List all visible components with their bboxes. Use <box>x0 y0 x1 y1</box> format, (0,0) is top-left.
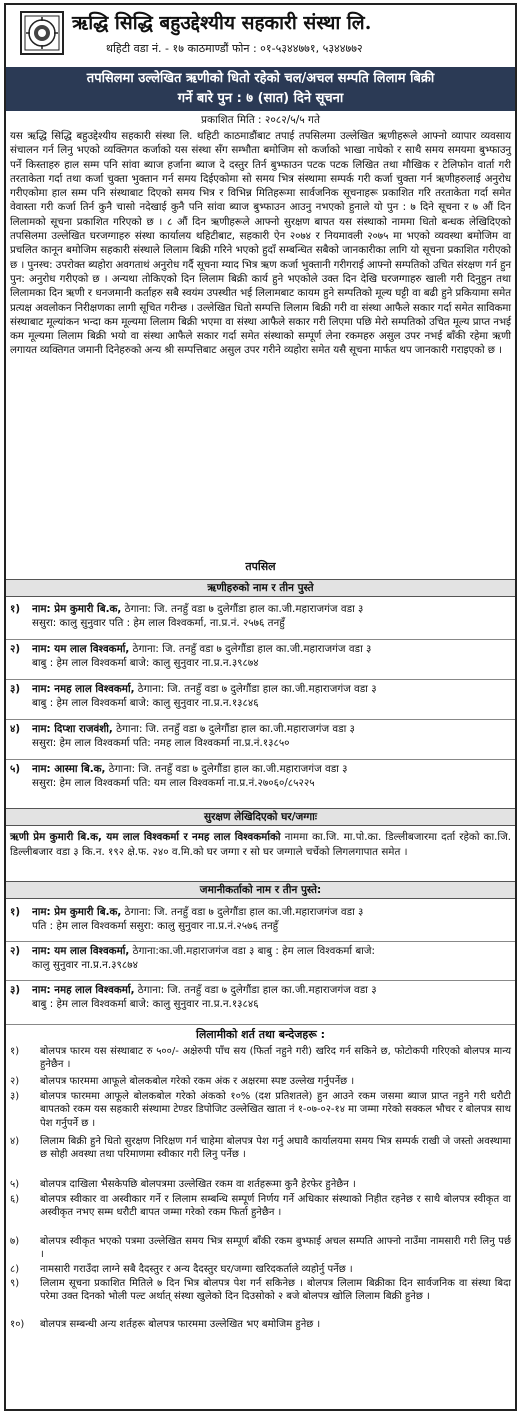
term-number: १०) <box>10 1319 25 1330</box>
guarantor-name: नाम: यम लाल विश्वकर्मा, <box>32 945 130 957</box>
collateral-heading: सुरक्षण लेखिदिएको घर/जग्गाः <box>6 808 515 826</box>
guarantor-address: ठेगाना: जि. तनहुँ वडा ७ दुलेगौंडा हाल का.जी.महाराजगंज वडा ३ <box>134 984 377 996</box>
term-number: ३) <box>10 1091 20 1102</box>
borrower-line-1 <box>32 762 511 776</box>
guarantor-row-divider <box>6 980 515 981</box>
term-text: लिलाम बिक्री हुने धितो सुरक्षण निरिक्षण गर्न चाहेमा बोलपत्र पेश गर्नु अघावै कार्यालयमा समय भित्र सम्पर्क राखी जे जस्तो अवस्थामा छ सोही अवस्था तथा परिमाणमा स्वीकार गरी लिनु पर्नेछ । <box>40 1136 511 1161</box>
term-number: ६) <box>10 1194 20 1205</box>
borrower-name: नाम: दिप्शा राजवंशी, <box>32 723 113 735</box>
borrower-address: ठेगाना: जि. तनहुँ वडा ७ दुलेगौंडा हाल का.जी.महाराजगंज वडा ३ <box>105 763 348 775</box>
borrower-name: नाम: यम लाल विश्वकर्मा, <box>32 643 130 655</box>
borrower-line-1 <box>32 682 511 696</box>
borrower-line-1 <box>32 722 511 736</box>
collateral-description: नाममा का.जि. मा.पो.का. डिल्लीबजारमा दर्ता रहेको का.जि. डिल्लीबजार वडा ३ कि.न. १९२ क्षे.फ. २४० व.मि.को घर जग्गा र सो घर जग्गाले चर्चेको लिगलगापात समेत । <box>10 831 511 858</box>
borrower-line-2: ससुरा: हेम लाल विश्वकर्मा पति: नमह लाल विश्वकर्मा ना.प्र.नं.१३८५० <box>32 737 290 749</box>
term-text: बोलपत्र स्वीकार वा अस्वीकार गर्ने र लिलाम सम्बन्धि सम्पूर्ण निर्णय गर्ने अधिकार संस्थाको निहीत रहनेछ र साथै बोलपत्र स्वीकृत वा अस्वीकृत नभए सम्म धरौटी बापत जम्मा गरेको रकम फिर्ता हुनेछैन । <box>40 1194 511 1219</box>
borrower-number: १) <box>10 603 21 615</box>
guarantor-row-divider <box>6 941 515 942</box>
borrower-line-2: ससुरा: कालु सुनुवार पति : हेम लाल विश्वकर्मा, ना.प्र.नं. २५७६ तनहुँ <box>32 617 285 629</box>
term-text: बोलपत्र फारममा आफूले बोलकबोल गरेको रकम अंक र अक्षरमा स्पष्ट उल्लेख गर्नुपर्नेछ । <box>40 1076 355 1087</box>
notice-title-line-1: तपसिलमा उल्लेखित ऋणीको धितो रहेको चल/अचल सम्पति लिलाम बिक्री <box>86 71 435 86</box>
organization-name: ऋद्धि सिद्धि बहुउद्देश्यीय सहकारी संस्था लि. <box>72 12 372 34</box>
term-text: नामसारी गराउँदा लाग्ने सबै दैदस्तुर र अन्य दैदस्तुर घर/जग्गा खरिदकर्ताले व्यहोर्नु पर्नेछ । <box>40 1264 353 1275</box>
guarantor-line-2: बाबु : हेम लाल विश्वकर्मा बाजे: कालु सुनुवार ना.प्र.न.१३८४६ <box>32 998 259 1010</box>
borrower-address: ठेगाना: जि. तनहुँ वडा ७ दुलेगौंडा हाल का.जी.महाराजगंज वडा ३ <box>112 723 355 735</box>
term-number: ४) <box>10 1136 20 1147</box>
terms-heading: लिलामीको शर्त तथा बन्देजहरू : <box>195 1028 326 1041</box>
term-number: १) <box>10 1046 20 1057</box>
borrower-number: ५) <box>10 763 21 775</box>
borrower-name: नाम: आस्मा बि.क, <box>32 763 106 775</box>
borrower-line-2: ससुरा: हेम लाल विश्वकर्मा पति: यम लाल विश्वकर्मा ना.प्र.नं.२७०६०/८५२२५ <box>32 777 315 789</box>
borrower-name: नाम: प्रेम कुमारी बि.क, <box>32 603 122 615</box>
borrower-name: नाम: नमह लाल विश्वकर्मा, <box>32 683 135 695</box>
borrower-address: ठेगाना: जि. तनहुँ वडा ७ दुलेगौंडा हाल का.जी.महाराजगंज वडा ३ <box>121 603 364 615</box>
borrower-row-divider <box>6 759 515 760</box>
collateral-text <box>10 830 511 859</box>
term-text: बोलपत्र दाखिला भैसकेपछि बोलपत्रमा उल्लेखित रकम वा शर्तहरूमा कुनै हेरफेर हुनेछैन । <box>40 1179 356 1190</box>
guarantor-line-1 <box>32 983 511 997</box>
borrower-address: ठेगाना: जि. तनहुँ वडा ७ दुलेगौंडा हाल का.जी.महाराजगंज वडा ३ <box>129 643 372 655</box>
schedule-heading: तपसिल <box>245 560 276 573</box>
notice-title-banner <box>6 67 515 111</box>
guarantor-line-1 <box>32 905 511 919</box>
borrower-number: ३) <box>10 683 21 695</box>
guarantor-number: ३) <box>10 984 21 996</box>
guarantor-name: नाम: नमह लाल विश्वकर्मा, <box>32 984 135 996</box>
borrower-row-divider <box>6 719 515 720</box>
borrower-line-1 <box>32 602 511 616</box>
guarantor-address: ठेगाना: जि. तनहुँ वडा ७ दुलेगौंडा हाल का.जी.महाराजगंज वडा ३ <box>121 906 364 918</box>
borrower-line-2: बाबु : हेम लाल विश्वकर्मा बाजे: कालु सुनुवार ना.प्र.न.१३८४६ <box>32 697 259 709</box>
term-text: बोलपत्र फारममा आफूले बोलकबोल गरेको अंकको १०% (दश प्रतिशतले) हुन आउने रकम जसमा ब्याज प्राप्त नहुने गरी धरौटी बापतको रकम यस सहकारी संस्थामा टेण्डर डिपोजिट उल्लेखित खाता नं १-०७-०२-१४ मा जम्मा गरेको सक्कल भौचर र बोलपत्र साथ पेश गर्नुपर्ने छ । <box>40 1091 511 1129</box>
term-text: लिलाम सूचना प्रकाशित मितिले ७ दिन भित्र बोलपत्र पेश गर्न सकिनेछ । बोलपत्र लिलाम बिक्रीका दिन सार्वजनिक वा संस्था बिदा परेमा उक्त दिनको भोली पल्ट अर्थात् संस्था खुलेको दिन दिउसोको २ बजे बोलपत्र खोलि लिलाम बिक्री हुनेछ । <box>40 1278 511 1303</box>
notice-title-line-2: गर्ने बारे पुन : ७ (सात) दिने सूचना <box>177 91 344 106</box>
guarantor-line-2: कालु सुनुवार ना.प्र.न.३९८७४ <box>32 959 138 971</box>
borrower-address: ठेगाना: जि. तनहुँ वडा ७ दुलेगौंडा हाल का.जी.महाराजगंज वडा ३ <box>134 683 377 695</box>
borrower-row-divider <box>6 679 515 680</box>
borrowers-heading: ऋणीहरुको नाम र तीन पुस्ते <box>6 579 515 597</box>
term-number: ८) <box>10 1264 20 1275</box>
term-number: ५) <box>10 1179 20 1190</box>
guarantor-line-2: पति : हेम लाल विश्वकर्मा ससुरा: कालु सुनुवार ना.प्र.नं.२५७६ तनहुँ <box>32 920 279 932</box>
collateral-owner-names: ऋणी प्रेम कुमारी बि.क, यम लाल विश्वकर्मा र नमह लाल विश्वकर्माको <box>10 831 281 843</box>
terms-divider <box>6 1024 515 1025</box>
guarantor-address: ठेगाना:का.जी.महाराजगंज वडा ३ बाबु : हेम लाल विश्वकर्मा बाजे: <box>129 945 376 957</box>
guarantor-number: १) <box>10 906 21 918</box>
term-number: ९) <box>10 1278 20 1289</box>
term-text: बोलपत्र स्वीकृत भएको पत्रमा उल्लेखित समय भित्र सम्पूर्ण बाँकी रकम बुभ्फाई अचल सम्पति आफ्नो नाउँमा नामसारी गरी लिनु पर्छ । <box>40 1236 511 1261</box>
guarantor-name: नाम: प्रेम कुमारी बि.क, <box>32 906 122 918</box>
borrower-line-1 <box>32 642 511 656</box>
published-date: प्रकाशित मिति : २०८२/५/५ गते <box>201 114 320 126</box>
borrower-row-divider <box>6 639 515 640</box>
guarantor-number: २) <box>10 945 21 957</box>
organization-address: थहिटी वडा नं. - १७ काठमाण्डौं फोन : ०१-५३४४७७१, ५३४४७७२ <box>106 42 363 55</box>
borrower-line-2: बाबु : हेम लाल विश्वकर्मा बाजे: कालु सुनुवार ना.प्र.न.३९८७४ <box>32 657 259 669</box>
term-number: २) <box>10 1076 20 1087</box>
term-number: ७) <box>10 1236 20 1247</box>
notice-page <box>4 3 517 1411</box>
term-text: बोलपत्र सम्बन्धी अन्य शर्तहरू बोलपत्र फारममा उल्लेखित भए बमोजिम हुनेछ । <box>40 1319 321 1330</box>
guarantors-heading: जमानीकर्ताको नाम र तीन पुस्ते: <box>6 881 515 899</box>
borrower-number: २) <box>10 643 21 655</box>
header <box>6 5 515 67</box>
borrower-number: ४) <box>10 723 21 735</box>
term-text: बोलपत्र फारम यस संस्थाबाट रु ५००/- अक्षेरुपी पाँच सय (फिर्ता नहुने गरी) खरिद गर्न सकिने छ, फोटोकपी गरिएको बोलपत्र मान्य हुनेछैन । <box>40 1046 511 1071</box>
guarantor-line-1 <box>32 944 511 958</box>
notice-body: यस ऋद्धि सिद्धि बहुउद्देश्यीय सहकारी संस्था लि. थहिटी काठमाडौंबाट तपाई तपसिलमा उल्लेखित ऋणीहरूले आफ्नो व्यापार व्यवसाय संचालन गर्न लिनु भएको व्यक्तिगत कर्जाको यस संस्था सँग सम्भौता बमोजिम सो कर्जाको भाखा नाघेको र साथै समय समयमा बुभ्फाउनु पर्ने किस्ताहरु हाल सम्म पनि सांवा ब्याज हर्जाना ब्याज दे दस्तुर तिर्न बुभ्फाउन पटक पटक लिखित तथा मौखिक र टेलिफोन वार्ता गरी तरताकेता गर्दा तथा कर्जा चुक्ता भुक्तान गर्न समय दिईएकोमा सो समय भित्र संस्थामा सम्पर्क गरी कर्जा चुक्ता गर्न ऋणीहरुलाई अनुरोध गरीएकोमा हाल सम्म पनि संस्थाबाट दिएको समय भित्र र विभिन्न मितिहरूमा सार्वजनिक सूचनाहरू प्रकाशित गरि तरताकेता गर्दा समेत वेवास्ता गरी कर्जा तिर्न कुनै चासो नदेखाई कुनै पनि सांवा ब्याज बुभ्फाउन आउनु नभएको हुनाले यो पुन : ७ दिने सूचना र ७ औं दिन लिलामको सूचना प्रकाशित गरिएको छ । ८ औं दिन ऋणीहरूले आफ्नो सुरक्षण बापत यस संस्थाको नाममा धितो बन्धक लेखिदिएको तपसिलमा उल्लेखित घरजग्गाहरु संस्था कार्यालय थहिटीबाट, सहकारी ऐन २०७४ र नियमावली २०७५ मा भएको व्यवस्था बमोजिम वा प्रचलित कानून बमोजिम सहकारी संस्थाले लिलाम बिक्री गरिने भएको हुदाँ सम्बन्धित सबैको जानकारीका लागि यो सूचना प्रकाशित गरीएको छ । पुनस्च: उपरोक्त ब्यहोरा अवगताथं अनुरोध गर्दै सूचना म्याद भित्र ऋण कर्जा भुक्तानी गरीगराई आफ्नो सम्पतिको उचित संरक्षण गर्न हुन पुन: अनुरोध गरीएको छ । अन्यथा तोकिएको दिन लिलाम बिक्री कार्य हुने भएकोले उक्त दिन देखि घरजग्गाहरु खाली गरी दिनुहुन तथा लिलामका दिन ऋणी र धनजमानी कर्ताहरु सबै स्वयंम उपस्थीत भई लिलामबाट कायम हुने सम्पतिको मूल्य घट्टी वा बढी हुने प्रकियामा समेत प्रत्यक्ष अवलोकन निरीक्षणका लागी सूचित गरीन्छ । उल्लेखित धितो सम्पत्ति लिलाम बिक्री गरी वा संस्था आफैले सकार गर्दा समेत साविकमा संस्थाबाट मूल्यांकन भन्दा कम मूल्यमा लिलाम बिक्री भएमा वा संस्था आफैले सकार गरी लिएमा पछि मेरो सम्पतिको उचित मूल्य प्राप्त नभई कम मूल्यमा लिलाम बिक्री भयो वा संस्था आफैले सकार गर्दा समेत संस्थाको सम्पूर्ण लेना रकमहरु असुल उपर नभई बाँकी रहेमा ऋणी लगायत व्यक्तिगत जमानी दिनेहरुको अन्य श्री सम्पत्तिबाट असुल उपर गरीने व्यहोरा समेत यसै सूचना मार्फत थप जानकारी गराइएको छ । <box>10 130 511 357</box>
cooperative-logo-icon <box>20 11 64 55</box>
